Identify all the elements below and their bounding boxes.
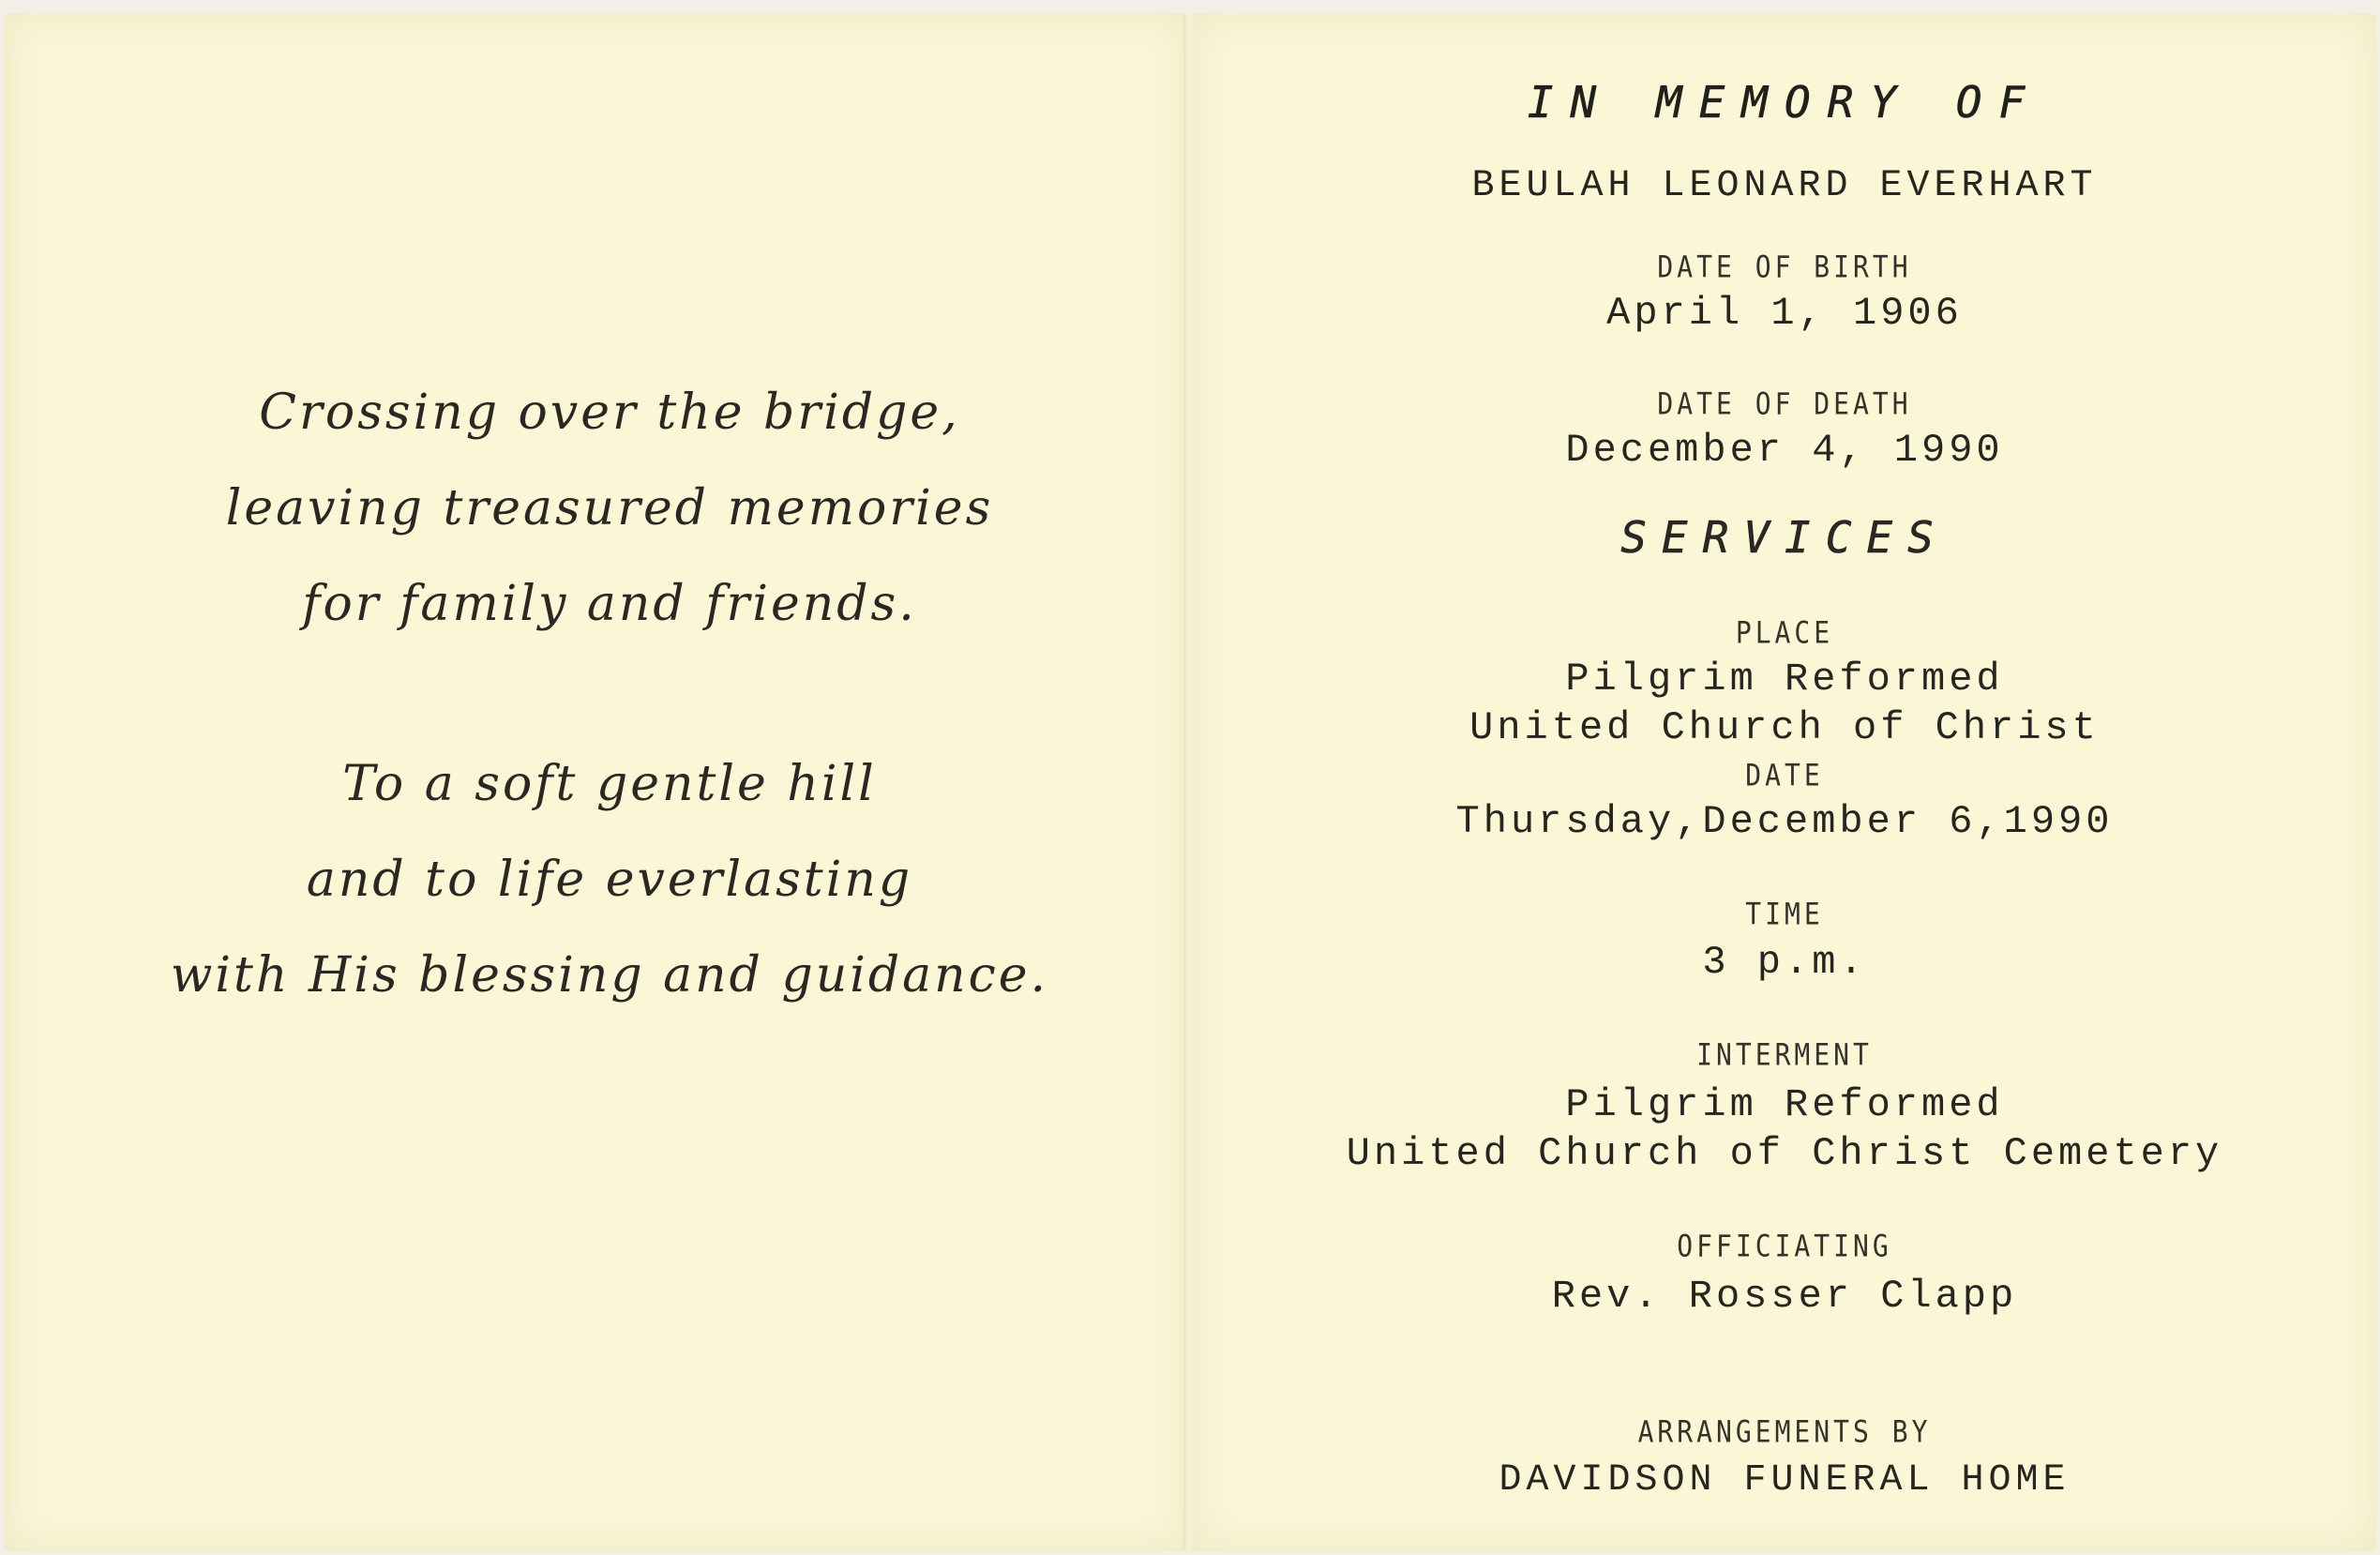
poem-line: leaving treasured memories — [225, 480, 994, 536]
memorial-details — [1193, 0, 2376, 1555]
time-label: TIME — [1745, 896, 1824, 932]
birth-label: DATE OF BIRTH — [1657, 249, 1912, 285]
service-time: 3 p.m. — [1702, 940, 1867, 985]
poem-line: To a soft gentle hill — [342, 756, 877, 812]
poem-line: and to life everlasting — [306, 852, 913, 908]
place-line-2: United Church of Christ — [1469, 705, 2100, 750]
death-label: DATE OF DEATH — [1657, 385, 1912, 422]
funeral-home: DAVIDSON FUNERAL HOME — [1499, 1459, 2071, 1502]
officiant-name: Rev. Rosser Clapp — [1551, 1274, 2018, 1319]
poem-line: Crossing over the bridge, — [259, 385, 960, 441]
poem-line: with His blessing and guidance. — [170, 947, 1049, 1004]
interment-line-2: United Church of Christ Cemetery — [1346, 1131, 2223, 1176]
services-heading: SERVICES — [1620, 512, 1949, 563]
birth-date: April 1, 1906 — [1606, 291, 1963, 336]
place-label: PLACE — [1735, 614, 1834, 651]
place-line-1: Pilgrim Reformed — [1565, 657, 2004, 702]
poem — [141, 0, 1078, 1125]
memorial-heading: IN MEMORY OF — [1527, 77, 2042, 128]
interment-label: INTERMENT — [1696, 1036, 1873, 1073]
date-label: DATE — [1745, 757, 1824, 793]
poem-line: for family and friends. — [302, 576, 917, 632]
arrangements-label: ARRANGEMENTS BY — [1637, 1413, 1932, 1450]
officiating-label: OFFICIATING — [1677, 1228, 1892, 1264]
service-date: Thursday,December 6,1990 — [1455, 799, 2114, 844]
interment-line-1: Pilgrim Reformed — [1565, 1082, 2004, 1127]
deceased-name: BEULAH LEONARD EVERHART — [1471, 165, 2098, 207]
death-date: December 4, 1990 — [1565, 428, 2004, 473]
